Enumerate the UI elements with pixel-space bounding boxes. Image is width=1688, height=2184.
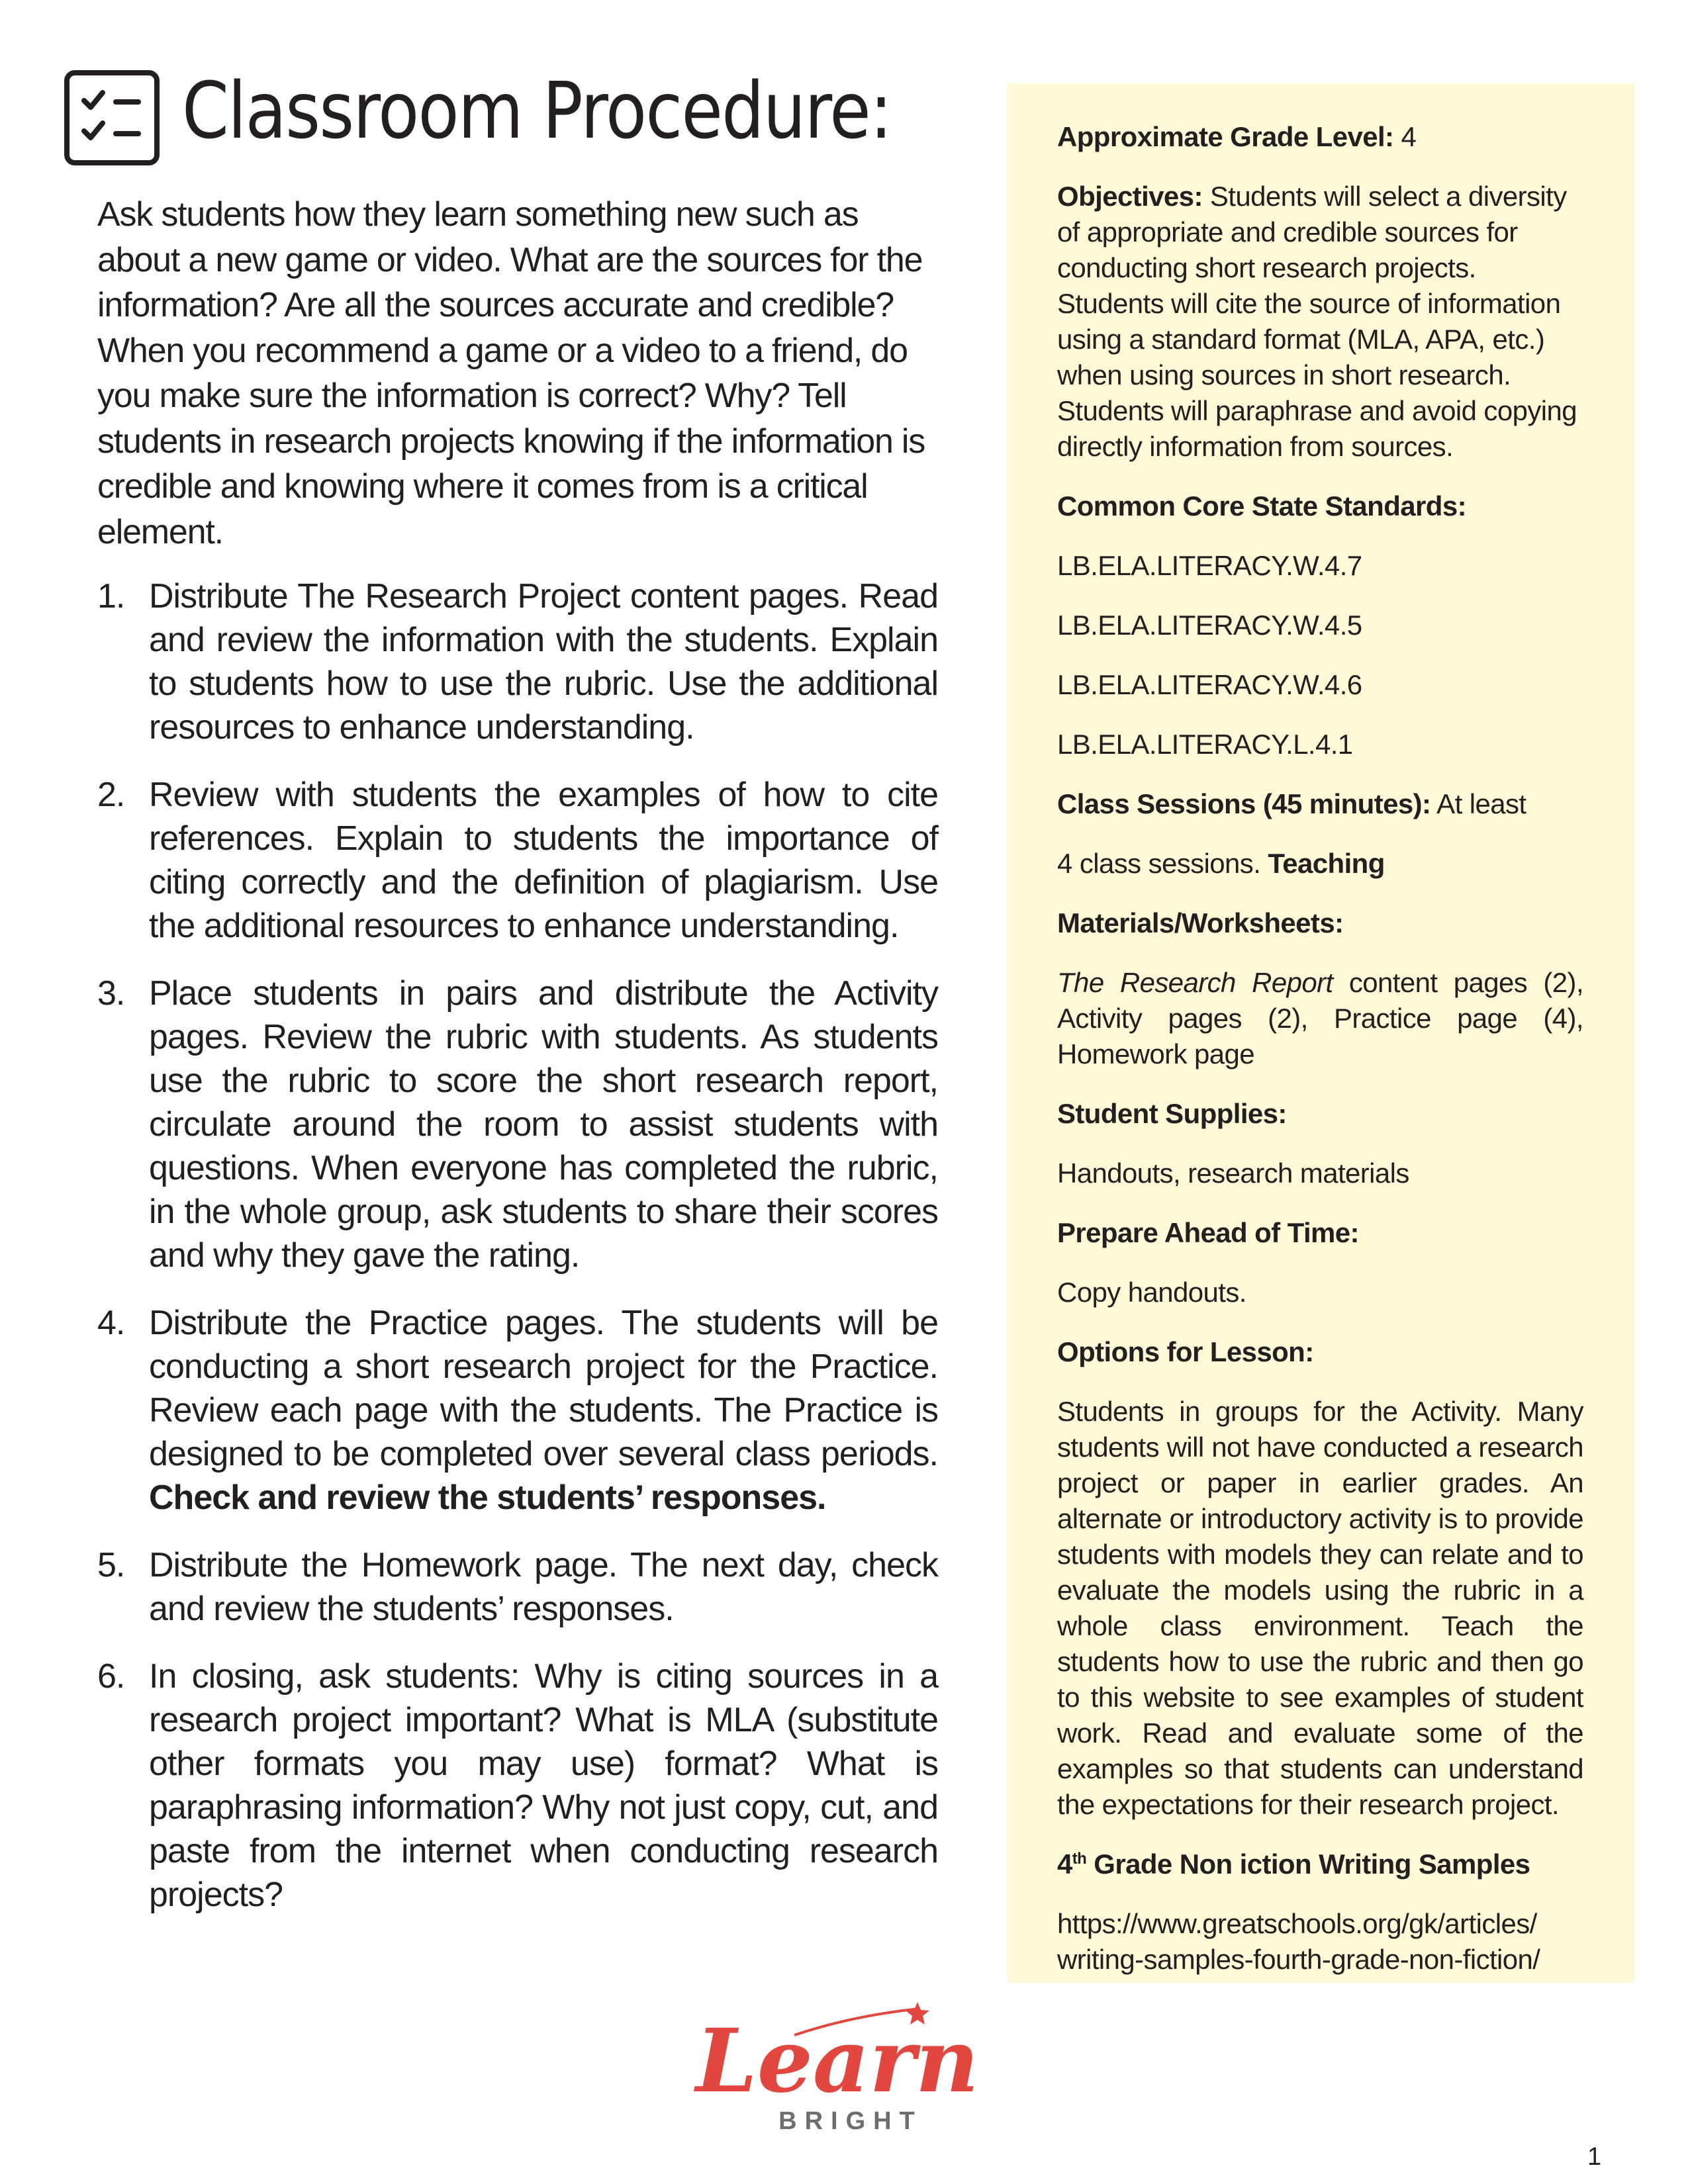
materials-label: Materials/Worksheets:: [1057, 907, 1344, 938]
prepare-text: Copy handouts.: [1057, 1277, 1246, 1308]
step-text: Place students in pairs and distribute the Activity pages. Review the rubric with students. As students use the rubric to score the short research report, circulate around the room to assist students with questions. When everyone has completed the rubric, in the whole group, ask students to share their scores and why they gave the rating.: [149, 974, 938, 1275]
prepare-label: Prepare Ahead of Time:: [1057, 1217, 1359, 1248]
step-number: 3.: [97, 974, 125, 1013]
standard-item: LB.ELA.LITERACY.W.4.6: [1057, 669, 1362, 700]
procedure-steps: [97, 574, 938, 1917]
standard-item: LB.ELA.LITERACY.W.4.5: [1057, 610, 1362, 641]
samples-link[interactable]: [1057, 1906, 1583, 1978]
samples-rest: Grade Non iction Writing Samples: [1086, 1848, 1530, 1880]
objectives: [1057, 179, 1583, 465]
procedure-step-3: [97, 972, 938, 1277]
step-number: 6.: [97, 1657, 125, 1696]
supplies-text: Handouts, research materials: [1057, 1158, 1409, 1189]
step-text: Review with students the examples of how to cite references. Explain to students the importance of citing correctly and the definition of plagiarism. Use the additional resources to enhance understanding.: [149, 776, 938, 945]
writing-samples-heading: [1057, 1846, 1583, 1882]
options-label: Options for Lesson:: [1057, 1336, 1314, 1367]
class-sessions-detail: [1057, 846, 1583, 882]
step-number: 4.: [97, 1304, 125, 1342]
standard-item: LB.ELA.LITERACY.L.4.1: [1057, 729, 1353, 760]
sessions-label: Class Sessions (45 minutes):: [1057, 788, 1431, 819]
logo-wordmark: Learn: [696, 2010, 979, 2113]
logo-subtext: BRIGHT: [778, 2107, 923, 2135]
samples-sup: th: [1072, 1850, 1087, 1868]
grade-label: Approximate Grade Level:: [1057, 121, 1394, 152]
step-number: 1.: [97, 577, 125, 615]
objectives-text: Students will select a diversity of appropriate and credible sources for conducting short research projects. Students will cite the source of information using a standard format (MLA, APA, etc.) when using sources in short research. Students will paraphrase and avoid copying directly information from sources.: [1057, 181, 1577, 462]
checklist-icon: [64, 70, 160, 165]
options-text: Students in groups for the Activity. Many students will not have conducted a research project or paper in earlier grades. An alternate or introductory activity is to provide students with models they can relate and to evaluate the models using the rubric in a whole class environment. Teach the students how to use the rubric and then go to this website to see examples of student work. Read and evaluate some of the examples so that students can understand the expectations for their research project.: [1057, 1396, 1583, 1820]
step-text: In closing, ask students: Why is citing sources in a research project important? What is MLA (substitute other formats you may use) format? What is paraphrasing information? Why not just copy, cut, and paste from the internet when conducting research projects?: [149, 1657, 938, 1914]
step-number: 5.: [97, 1546, 125, 1584]
procedure-step-2: [97, 773, 938, 948]
learn-bright-logo: [682, 2002, 993, 2141]
sessions-count: 4 class sessions.: [1057, 848, 1268, 879]
link-line-1[interactable]: https://www.greatschools.org/gk/articles/: [1057, 1908, 1537, 1939]
grade-level: [1057, 119, 1583, 155]
step-text: Distribute the Practice pages. The students will be conducting a short research project for the Practice. Review each page with the students. The Practice is designed to be completed over several class periods.: [149, 1304, 938, 1473]
objectives-label: Objectives:: [1057, 181, 1203, 212]
step-text: Distribute The Research Project content pages. Read and review the information with the students. Explain to students how to use the rubric. Use the additional resources to enhance understanding.: [149, 577, 938, 747]
intro-paragraph: Ask students how they learn something new such as about a new game or video. What are the sources for the information? Are all the sources accurate and credible? When you recommend a game or a video to a friend, do you make sure the information is correct? Why? Tell students in research projects knowing if the information is credible and knowing where it comes from is a critical element.: [97, 195, 925, 551]
link-line-2[interactable]: writing-samples-fourth-grade-non-fiction/: [1057, 1944, 1540, 1975]
procedure-step-5: [97, 1543, 938, 1631]
materials-text: [1057, 965, 1583, 1072]
sessions-type: Teaching: [1268, 848, 1385, 879]
page-title: Classroom Procedure:: [182, 65, 892, 156]
sessions-value: At least: [1430, 788, 1526, 819]
procedure-step-4: [97, 1301, 938, 1520]
procedure-step-6: [97, 1655, 938, 1917]
step-emphasis: Check and review the students’ responses.: [149, 1479, 826, 1517]
materials-list: content pages (2), Activity pages (2), Practice page (4), Homework page: [1057, 967, 1584, 1069]
class-sessions: [1057, 786, 1583, 822]
standard-item: LB.ELA.LITERACY.W.4.7: [1057, 550, 1362, 581]
grade-value: 4: [1393, 121, 1417, 152]
materials-title: The Research Report: [1057, 967, 1333, 998]
supplies-label: Student Supplies:: [1057, 1098, 1287, 1129]
lesson-info-sidebar: [1008, 83, 1634, 1983]
procedure-step-1: [97, 574, 938, 749]
step-number: 2.: [97, 776, 125, 814]
sidebar-content: [1057, 119, 1583, 2001]
standards-label: Common Core State Standards:: [1057, 490, 1466, 522]
step-text: Distribute the Homework page. The next day, check and review the students’ responses.: [149, 1546, 938, 1628]
procedure-column: [97, 192, 938, 1940]
samples-num: 4: [1057, 1848, 1072, 1880]
page-number: 1: [1587, 2143, 1602, 2171]
